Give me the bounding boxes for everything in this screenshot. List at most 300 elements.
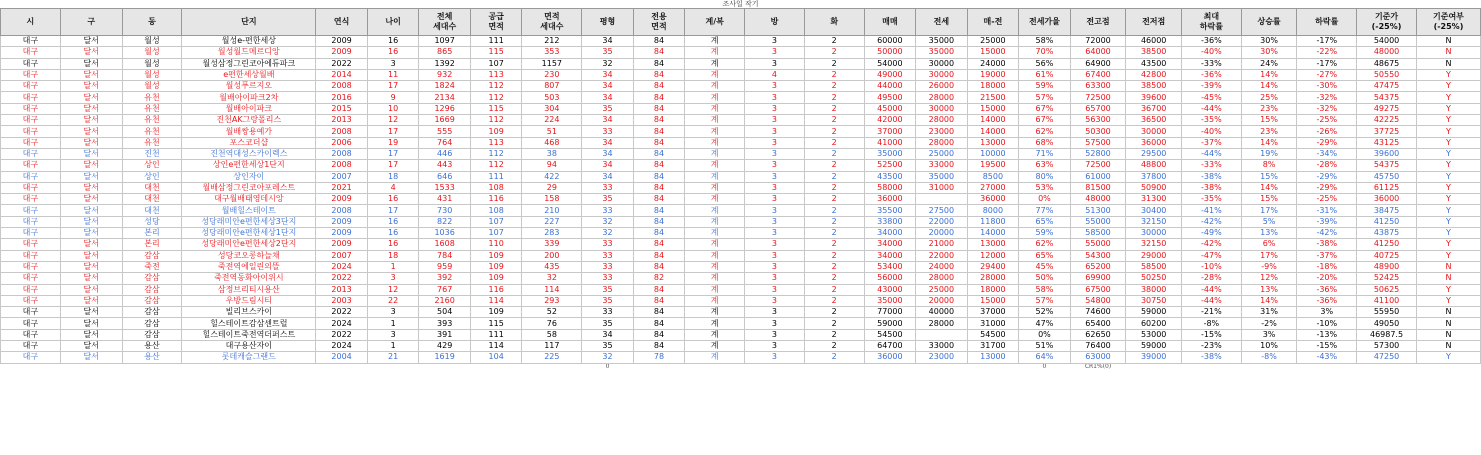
table-cell[interactable]: 81500	[1070, 182, 1126, 193]
table-cell[interactable]: 53400	[864, 261, 916, 272]
table-cell[interactable]: 84	[633, 182, 685, 193]
table-cell[interactable]: 35500	[864, 205, 916, 216]
table-cell[interactable]: 38	[522, 148, 582, 159]
table-cell[interactable]: 3	[367, 329, 419, 340]
table-cell[interactable]: 2022	[316, 273, 368, 284]
table-cell[interactable]: 67%	[1019, 103, 1071, 114]
table-cell[interactable]: 35	[582, 318, 634, 329]
table-cell[interactable]: 3%	[1297, 307, 1357, 318]
table-cell[interactable]: 32	[522, 273, 582, 284]
table-cell[interactable]: -37%	[1297, 250, 1357, 261]
table-cell[interactable]: 37000	[967, 307, 1019, 318]
table-cell[interactable]: 31700	[967, 341, 1019, 352]
table-cell[interactable]: 64900	[1070, 58, 1126, 69]
table-cell[interactable]: 34000	[864, 239, 916, 250]
table-cell[interactable]: 대구	[1, 171, 61, 182]
table-cell[interactable]: 339	[522, 239, 582, 250]
table-cell[interactable]: -32%	[1297, 92, 1357, 103]
table-cell[interactable]: 2	[804, 341, 864, 352]
table-cell[interactable]: 8500	[967, 171, 1019, 182]
table-cell[interactable]: -41%	[1181, 205, 1241, 216]
table-cell[interactable]: 13%	[1241, 284, 1297, 295]
table-cell[interactable]: 28000	[967, 273, 1019, 284]
table-cell[interactable]: 807	[522, 81, 582, 92]
table-cell[interactable]: 62650	[1070, 329, 1126, 340]
table-cell[interactable]: 35000	[916, 36, 968, 47]
table-cell[interactable]: 36000	[1126, 137, 1182, 148]
table-cell[interactable]: 대구	[1, 160, 61, 171]
table-cell[interactable]: 43000	[864, 284, 916, 295]
table-cell[interactable]: -30%	[1297, 81, 1357, 92]
table-cell[interactable]: -35%	[1181, 194, 1241, 205]
table-cell[interactable]: 2015	[316, 103, 368, 114]
table-cell[interactable]: 24%	[1241, 58, 1297, 69]
table-cell[interactable]: 61%	[1019, 69, 1071, 80]
column-header[interactable]: 기준가 (-25%)	[1357, 9, 1417, 36]
table-cell[interactable]: 30000	[916, 69, 968, 80]
table-cell[interactable]: 계	[685, 92, 745, 103]
table-cell[interactable]: 24000	[916, 261, 968, 272]
table-cell[interactable]: 391	[419, 329, 471, 340]
table-cell[interactable]: 계	[685, 69, 745, 80]
table-cell[interactable]: 40725	[1357, 250, 1417, 261]
table-cell[interactable]: 210	[522, 205, 582, 216]
table-cell[interactable]: 2009	[316, 47, 368, 58]
table-cell[interactable]: 유천	[122, 115, 182, 126]
table-cell[interactable]: 33000	[916, 160, 968, 171]
table-cell[interactable]: 55000	[1070, 239, 1126, 250]
table-cell[interactable]: -42%	[1297, 228, 1357, 239]
table-cell[interactable]: 14%	[1241, 137, 1297, 148]
table-cell[interactable]: 17%	[1241, 205, 1297, 216]
table-cell[interactable]: -35%	[1181, 115, 1241, 126]
table-cell[interactable]: 빌리브스카이	[182, 307, 316, 318]
table-cell[interactable]: Y	[1416, 81, 1480, 92]
table-cell[interactable]: 18	[367, 250, 419, 261]
table-cell[interactable]: 2024	[316, 261, 368, 272]
table-cell[interactable]: 30000	[1126, 228, 1182, 239]
table-cell[interactable]: 59%	[1019, 228, 1071, 239]
table-cell[interactable]: 유천	[122, 92, 182, 103]
table-cell[interactable]: 2	[804, 318, 864, 329]
table-cell[interactable]: 대구	[1, 92, 61, 103]
table-cell[interactable]: 계	[685, 284, 745, 295]
table-cell[interactable]: 212	[522, 36, 582, 47]
table-cell[interactable]: 8%	[1241, 160, 1297, 171]
table-cell[interactable]: 진천	[122, 148, 182, 159]
table-cell[interactable]: 65700	[1070, 103, 1126, 114]
table-cell[interactable]: 3	[745, 148, 805, 159]
table-cell[interactable]: 112	[470, 81, 522, 92]
table-cell[interactable]: 33	[582, 250, 634, 261]
table-cell[interactable]: 109	[470, 273, 522, 284]
column-header[interactable]: 동	[122, 9, 182, 36]
table-cell[interactable]: 65%	[1019, 216, 1071, 227]
table-cell[interactable]: 2006	[316, 137, 368, 148]
table-cell[interactable]: 49000	[864, 69, 916, 80]
table-cell[interactable]: 달서	[60, 58, 122, 69]
table-cell[interactable]: 감삼	[122, 318, 182, 329]
table-cell[interactable]: 17%	[1241, 250, 1297, 261]
table-cell[interactable]: 월성	[122, 36, 182, 47]
table-cell[interactable]: 대구	[1, 115, 61, 126]
table-cell[interactable]: 84	[633, 239, 685, 250]
table-cell[interactable]: 2160	[419, 295, 471, 306]
table-cell[interactable]: 57500	[1070, 137, 1126, 148]
table-cell[interactable]: 성당래미안e편한세상2단지	[182, 239, 316, 250]
table-cell[interactable]: 429	[419, 341, 471, 352]
table-cell[interactable]: 67%	[1019, 115, 1071, 126]
table-cell[interactable]: -40%	[1181, 126, 1241, 137]
table-cell[interactable]: 47475	[1357, 81, 1417, 92]
table-cell[interactable]: 108	[470, 182, 522, 193]
table-cell[interactable]: 54300	[1070, 250, 1126, 261]
table-cell[interactable]: 계	[685, 216, 745, 227]
table-cell[interactable]: 13000	[967, 239, 1019, 250]
table-cell[interactable]: 25000	[916, 148, 968, 159]
table-cell[interactable]: 감삼	[122, 307, 182, 318]
table-cell[interactable]: 84	[633, 228, 685, 239]
column-header[interactable]: 전고점	[1070, 9, 1126, 36]
table-cell[interactable]: 25000	[967, 36, 1019, 47]
table-cell[interactable]: 2	[804, 58, 864, 69]
table-cell[interactable]: 35000	[864, 295, 916, 306]
table-cell[interactable]: 대구	[1, 194, 61, 205]
table-cell[interactable]: 대구	[1, 261, 61, 272]
table-cell[interactable]: 34	[582, 329, 634, 340]
table-cell[interactable]: 2008	[316, 126, 368, 137]
table-cell[interactable]: 13000	[967, 352, 1019, 363]
table-cell[interactable]: N	[1416, 47, 1480, 58]
table-cell[interactable]: 13000	[967, 137, 1019, 148]
table-cell[interactable]: 계	[685, 148, 745, 159]
table-cell[interactable]: 30%	[1241, 36, 1297, 47]
table-cell[interactable]: 달서	[60, 92, 122, 103]
table-cell[interactable]: 2014	[316, 69, 368, 80]
table-cell[interactable]: 32	[582, 228, 634, 239]
table-cell[interactable]: 월성푸르지오	[182, 81, 316, 92]
table-cell[interactable]: 30%	[1241, 47, 1297, 58]
table-cell[interactable]: Y	[1416, 69, 1480, 80]
table-cell[interactable]: -44%	[1181, 148, 1241, 159]
table-cell[interactable]: 43875	[1357, 228, 1417, 239]
table-cell[interactable]: N	[1416, 318, 1480, 329]
table-cell[interactable]: 2	[804, 92, 864, 103]
table-cell[interactable]: 2	[804, 160, 864, 171]
table-cell[interactable]: 28000	[916, 318, 968, 329]
table-cell[interactable]: 1296	[419, 103, 471, 114]
table-cell[interactable]: 17	[367, 81, 419, 92]
table-cell[interactable]: 29500	[1126, 148, 1182, 159]
table-cell[interactable]: 대구	[1, 69, 61, 80]
table-cell[interactable]: 2	[804, 284, 864, 295]
table-cell[interactable]: Y	[1416, 92, 1480, 103]
table-cell[interactable]: 달서	[60, 341, 122, 352]
table-cell[interactable]: 51	[522, 126, 582, 137]
table-cell[interactable]: 72000	[1070, 36, 1126, 47]
table-cell[interactable]: 달서	[60, 228, 122, 239]
table-cell[interactable]: 2	[804, 69, 864, 80]
table-cell[interactable]: 대구	[1, 205, 61, 216]
table-cell[interactable]: -10%	[1297, 318, 1357, 329]
table-cell[interactable]: 30750	[1126, 295, 1182, 306]
table-cell[interactable]: 월성	[122, 58, 182, 69]
column-header[interactable]: 구	[60, 9, 122, 36]
table-cell[interactable]: 2004	[316, 352, 368, 363]
table-cell[interactable]: 31000	[916, 182, 968, 193]
table-cell[interactable]: 2024	[316, 318, 368, 329]
table-cell[interactable]: 116	[470, 194, 522, 205]
table-cell[interactable]: 393	[419, 318, 471, 329]
table-cell[interactable]: 15%	[1241, 194, 1297, 205]
table-cell[interactable]: 37000	[864, 126, 916, 137]
table-cell[interactable]: 107	[470, 216, 522, 227]
table-cell[interactable]: 767	[419, 284, 471, 295]
table-cell[interactable]: 1533	[419, 182, 471, 193]
table-cell[interactable]: 2009	[316, 216, 368, 227]
table-cell[interactable]: 28000	[916, 92, 968, 103]
table-cell[interactable]: 72500	[1070, 160, 1126, 171]
table-cell[interactable]: Y	[1416, 148, 1480, 159]
table-cell[interactable]: -15%	[1181, 329, 1241, 340]
table-cell[interactable]: 35	[582, 341, 634, 352]
table-cell[interactable]: 1669	[419, 115, 471, 126]
table-cell[interactable]: 115	[470, 47, 522, 58]
table-cell[interactable]: 감삼	[122, 329, 182, 340]
table-cell[interactable]: 30000	[1126, 126, 1182, 137]
table-cell[interactable]: 3	[745, 273, 805, 284]
table-cell[interactable]: 1	[367, 318, 419, 329]
table-cell[interactable]: 월배삼정그린코아포레스트	[182, 182, 316, 193]
table-cell[interactable]: 8000	[967, 205, 1019, 216]
table-cell[interactable]: 2009	[316, 36, 368, 47]
table-cell[interactable]: 달서	[60, 284, 122, 295]
table-cell[interactable]: 37800	[1126, 171, 1182, 182]
table-cell[interactable]: 대구	[1, 182, 61, 193]
table-cell[interactable]: 14000	[967, 126, 1019, 137]
table-cell[interactable]: 3	[745, 239, 805, 250]
table-cell[interactable]: 54800	[1070, 295, 1126, 306]
table-cell[interactable]: 28000	[916, 137, 968, 148]
table-cell[interactable]: 30000	[916, 58, 968, 69]
table-cell[interactable]: 53%	[1019, 182, 1071, 193]
table-cell[interactable]: 33	[582, 239, 634, 250]
table-cell[interactable]: 77%	[1019, 205, 1071, 216]
table-cell[interactable]: 114	[522, 284, 582, 295]
table-cell[interactable]: 죽전역동화아이위시	[182, 273, 316, 284]
table-cell[interactable]: 108	[470, 205, 522, 216]
table-cell[interactable]: Y	[1416, 228, 1480, 239]
table-cell[interactable]: -17%	[1297, 58, 1357, 69]
table-cell[interactable]: 111	[470, 329, 522, 340]
table-cell[interactable]: 113	[470, 69, 522, 80]
table-cell[interactable]: 59000	[864, 318, 916, 329]
table-cell[interactable]: -36%	[1297, 295, 1357, 306]
table-cell[interactable]: Y	[1416, 352, 1480, 363]
table-cell[interactable]: 225	[522, 352, 582, 363]
table-cell[interactable]: 35	[582, 284, 634, 295]
table-cell[interactable]: 23000	[916, 126, 968, 137]
table-cell[interactable]: 84	[633, 307, 685, 318]
table-cell[interactable]: 304	[522, 103, 582, 114]
table-cell[interactable]: 16	[367, 239, 419, 250]
table-cell[interactable]: 3	[745, 58, 805, 69]
table-cell[interactable]: 504	[419, 307, 471, 318]
table-cell[interactable]: 40000	[916, 307, 968, 318]
table-cell[interactable]: 58%	[1019, 284, 1071, 295]
table-cell[interactable]: 2	[804, 250, 864, 261]
table-cell[interactable]: 43500	[864, 171, 916, 182]
table-cell[interactable]: 4	[367, 182, 419, 193]
table-cell[interactable]: 달서	[60, 273, 122, 284]
table-cell[interactable]: -45%	[1181, 92, 1241, 103]
table-cell[interactable]: 20000	[916, 295, 968, 306]
table-cell[interactable]: 84	[633, 194, 685, 205]
table-cell[interactable]: 42225	[1357, 115, 1417, 126]
table-cell[interactable]: 431	[419, 194, 471, 205]
table-cell[interactable]: 38500	[1126, 81, 1182, 92]
table-cell[interactable]: N	[1416, 261, 1480, 272]
table-cell[interactable]: 392	[419, 273, 471, 284]
table-cell[interactable]: 12000	[967, 250, 1019, 261]
column-header[interactable]: 매-전	[967, 9, 1019, 36]
table-cell[interactable]	[916, 329, 968, 340]
table-cell[interactable]: 대구	[1, 273, 61, 284]
table-cell[interactable]: 2	[804, 171, 864, 182]
table-cell[interactable]: 대구	[1, 103, 61, 114]
table-cell[interactable]: 19500	[967, 160, 1019, 171]
table-cell[interactable]: 2007	[316, 171, 368, 182]
column-header[interactable]: 전체 세대수	[419, 9, 471, 36]
table-cell[interactable]: 3	[745, 307, 805, 318]
table-cell[interactable]: 84	[633, 261, 685, 272]
table-cell[interactable]: 2	[804, 47, 864, 58]
table-cell[interactable]: 용산	[122, 352, 182, 363]
table-cell[interactable]: 224	[522, 115, 582, 126]
table-cell[interactable]: 68%	[1019, 137, 1071, 148]
table-cell[interactable]: 84	[633, 115, 685, 126]
table-cell[interactable]: 54000	[864, 58, 916, 69]
table-cell[interactable]: 46987.5	[1357, 329, 1417, 340]
table-cell[interactable]: 84	[633, 329, 685, 340]
table-cell[interactable]: 50250	[1126, 273, 1182, 284]
table-cell[interactable]: -10%	[1181, 261, 1241, 272]
table-cell[interactable]: -29%	[1297, 182, 1357, 193]
table-cell[interactable]: 계	[685, 58, 745, 69]
table-cell[interactable]: 대구	[1, 137, 61, 148]
column-header[interactable]: 공급 면적	[470, 9, 522, 36]
table-cell[interactable]: -2%	[1241, 318, 1297, 329]
table-cell[interactable]: 대구	[1, 341, 61, 352]
table-cell[interactable]: Y	[1416, 205, 1480, 216]
table-cell[interactable]: 27000	[967, 182, 1019, 193]
table-cell[interactable]: Y	[1416, 250, 1480, 261]
table-cell[interactable]: 2	[804, 182, 864, 193]
table-cell[interactable]: 2	[804, 352, 864, 363]
table-cell[interactable]: -18%	[1297, 261, 1357, 272]
table-cell[interactable]: 유천	[122, 103, 182, 114]
table-cell[interactable]: Y	[1416, 182, 1480, 193]
table-cell[interactable]: -47%	[1181, 250, 1241, 261]
table-cell[interactable]: 35	[582, 103, 634, 114]
table-cell[interactable]: 36000	[1357, 194, 1417, 205]
column-header[interactable]: 매매	[864, 9, 916, 36]
column-header[interactable]: 시	[1, 9, 61, 36]
table-cell[interactable]: 63300	[1070, 81, 1126, 92]
table-cell[interactable]: 성당코오롱하늘채	[182, 250, 316, 261]
table-cell[interactable]: 0%	[1019, 329, 1071, 340]
table-cell[interactable]: 24000	[967, 58, 1019, 69]
table-cell[interactable]: 2009	[316, 239, 368, 250]
table-cell[interactable]: 61125	[1357, 182, 1417, 193]
table-cell[interactable]: N	[1416, 58, 1480, 69]
table-cell[interactable]: 115	[470, 318, 522, 329]
table-cell[interactable]: 56300	[1070, 115, 1126, 126]
table-cell[interactable]: 37725	[1357, 126, 1417, 137]
table-cell[interactable]: -49%	[1181, 228, 1241, 239]
table-cell[interactable]: 힐스테이트감삼센트럴	[182, 318, 316, 329]
table-cell[interactable]: 36000	[967, 194, 1019, 205]
table-cell[interactable]: 49275	[1357, 103, 1417, 114]
table-cell[interactable]: 71%	[1019, 148, 1071, 159]
table-cell[interactable]: e편한세상월배	[182, 69, 316, 80]
table-cell[interactable]: 38000	[1126, 284, 1182, 295]
table-cell[interactable]: 72500	[1070, 92, 1126, 103]
table-cell[interactable]: 월성	[122, 81, 182, 92]
table-cell[interactable]: 3	[745, 261, 805, 272]
table-cell[interactable]: 대구	[1, 47, 61, 58]
table-cell[interactable]: 62%	[1019, 239, 1071, 250]
table-cell[interactable]: 대구	[1, 36, 61, 47]
table-cell[interactable]: 10	[367, 103, 419, 114]
table-cell[interactable]: 계	[685, 239, 745, 250]
table-cell[interactable]: 555	[419, 126, 471, 137]
table-cell[interactable]: 월성	[122, 69, 182, 80]
column-header[interactable]: 하락률	[1297, 9, 1357, 36]
table-cell[interactable]: 503	[522, 92, 582, 103]
column-header[interactable]: 화	[804, 9, 864, 36]
table-cell[interactable]: 2	[804, 36, 864, 47]
table-cell[interactable]: 45750	[1357, 171, 1417, 182]
table-cell[interactable]: 17	[367, 148, 419, 159]
table-cell[interactable]: N	[1416, 329, 1480, 340]
table-cell[interactable]: 2024	[316, 341, 368, 352]
table-cell[interactable]: 3	[745, 171, 805, 182]
table-cell[interactable]: 16	[367, 216, 419, 227]
table-cell[interactable]: 달서	[60, 103, 122, 114]
table-cell[interactable]: 959	[419, 261, 471, 272]
table-cell[interactable]: 상인	[122, 160, 182, 171]
table-cell[interactable]: 용산	[122, 341, 182, 352]
table-cell[interactable]: 달서	[60, 250, 122, 261]
table-cell[interactable]: 달서	[60, 148, 122, 159]
table-cell[interactable]: 2007	[316, 250, 368, 261]
table-cell[interactable]: 대구	[1, 216, 61, 227]
table-cell[interactable]: 34	[582, 115, 634, 126]
table-cell[interactable]: 상인e편한세상1단지	[182, 160, 316, 171]
table-cell[interactable]: 109	[470, 126, 522, 137]
table-cell[interactable]: 2	[804, 81, 864, 92]
table-cell[interactable]: 대구	[1, 58, 61, 69]
table-cell[interactable]: 33	[582, 205, 634, 216]
table-cell[interactable]: 52	[522, 307, 582, 318]
table-cell[interactable]: 29	[522, 182, 582, 193]
column-header[interactable]: 방	[745, 9, 805, 36]
table-cell[interactable]: 117	[522, 341, 582, 352]
table-cell[interactable]: 3	[745, 92, 805, 103]
table-cell[interactable]: 64%	[1019, 352, 1071, 363]
table-cell[interactable]: 14000	[967, 228, 1019, 239]
